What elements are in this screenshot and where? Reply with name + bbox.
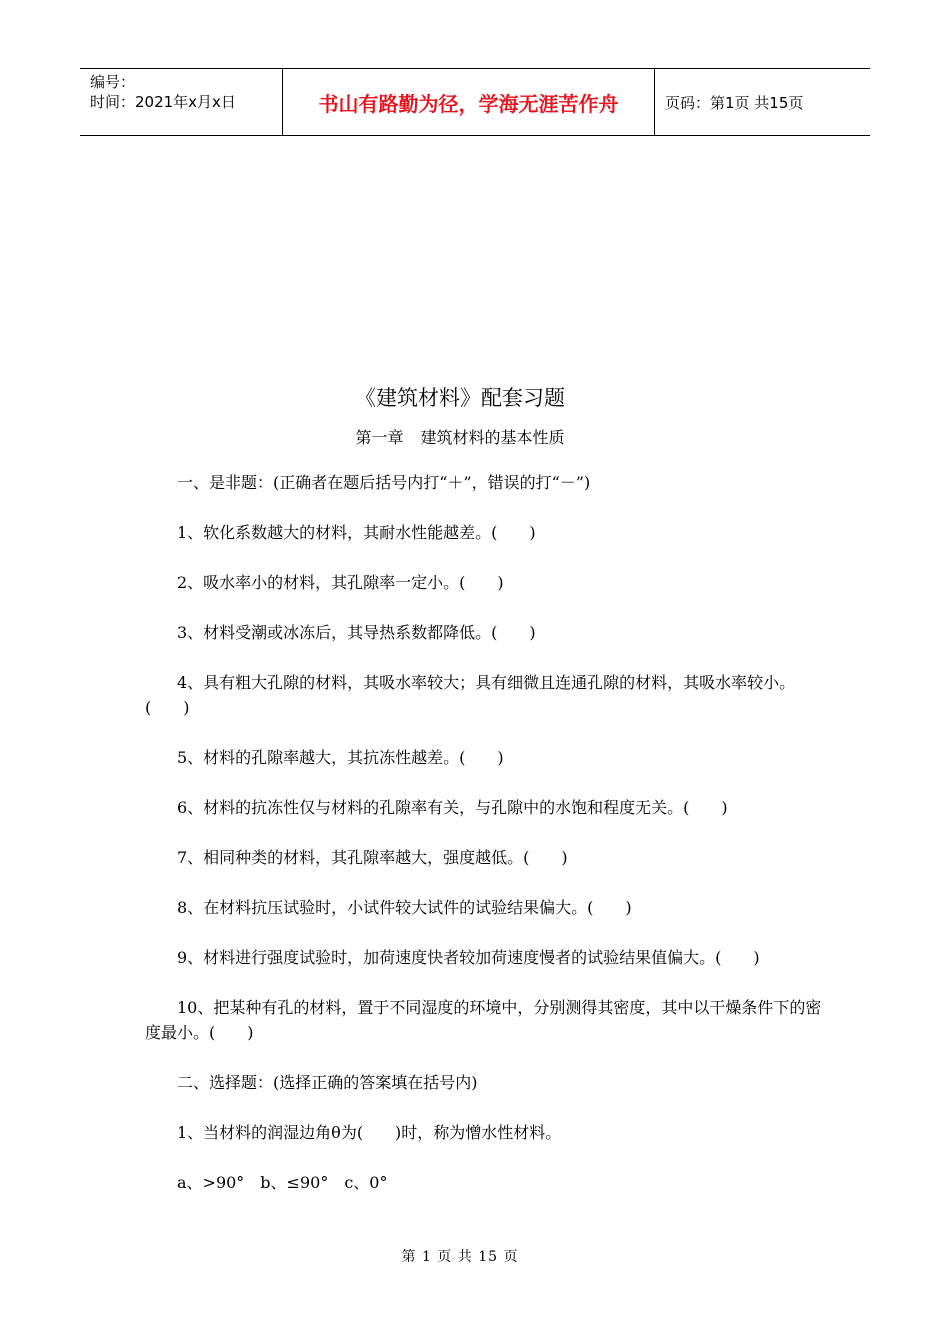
time-label: 时间：2021年x月x日 [90, 93, 236, 111]
header-motto-cell [282, 69, 655, 135]
header-right-cell [655, 69, 870, 135]
number-label: 编号： [90, 73, 136, 91]
answer-options: a、>90° b、≤90° c、0° [177, 1173, 388, 1192]
chapter-title: 第一章 建筑材料的基本性质 [355, 428, 565, 447]
question-item: 8、在材料抗压试验时，小试件较大试件的试验结果偏大。( ) [177, 898, 632, 917]
question-item: 7、相同种类的材料，其孔隙率越大，强度越低。( ) [177, 848, 568, 867]
question-item: 5、材料的孔隙率越大，其抗冻性越差。( ) [177, 748, 504, 767]
question-item: 1、软化系数越大的材料，其耐水性能越差。( ) [177, 523, 536, 542]
header-table [80, 68, 870, 136]
document-title: 《建筑材料》配套习题 [355, 386, 565, 410]
motto-text: 书山有路勤为径，学海无涯苦作舟 [318, 91, 619, 116]
question-item: 6、材料的抗冻性仅与材料的孔隙率有关，与孔隙中的水饱和程度无关。( ) [177, 798, 728, 817]
page-info: 页码：第1页 共15页 [665, 93, 804, 112]
header-left-cell [80, 69, 282, 135]
page-footer: 第 1 页 共 15 页 [401, 1249, 519, 1265]
question-item: 4、具有粗大孔隙的材料，其吸水率较大；具有细微且连通孔隙的材料，其吸水率较小。( ) [145, 673, 796, 717]
document-body [145, 470, 825, 1220]
question-item: 10、把某种有孔的材料，置于不同湿度的环境中，分别测得其密度，其中以干燥条件下的密度最小。( ) [145, 998, 822, 1042]
section-heading-true-false: 一、是非题：(正确者在题后括号内打“＋”，错误的打“－”) [177, 473, 591, 492]
section-heading-choice: 二、选择题：(选择正确的答案填在括号内) [177, 1073, 478, 1092]
question-item: 3、材料受潮或冰冻后，其导热系数都降低。( ) [177, 623, 536, 642]
question-item: 9、材料进行强度试验时，加荷速度快者较加荷速度慢者的试验结果值偏大。( ) [177, 948, 760, 967]
question-item: 2、吸水率小的材料，其孔隙率一定小。( ) [177, 573, 504, 592]
question-item: 1、当材料的润湿边角θ为( )时，称为憎水性材料。 [177, 1123, 562, 1142]
